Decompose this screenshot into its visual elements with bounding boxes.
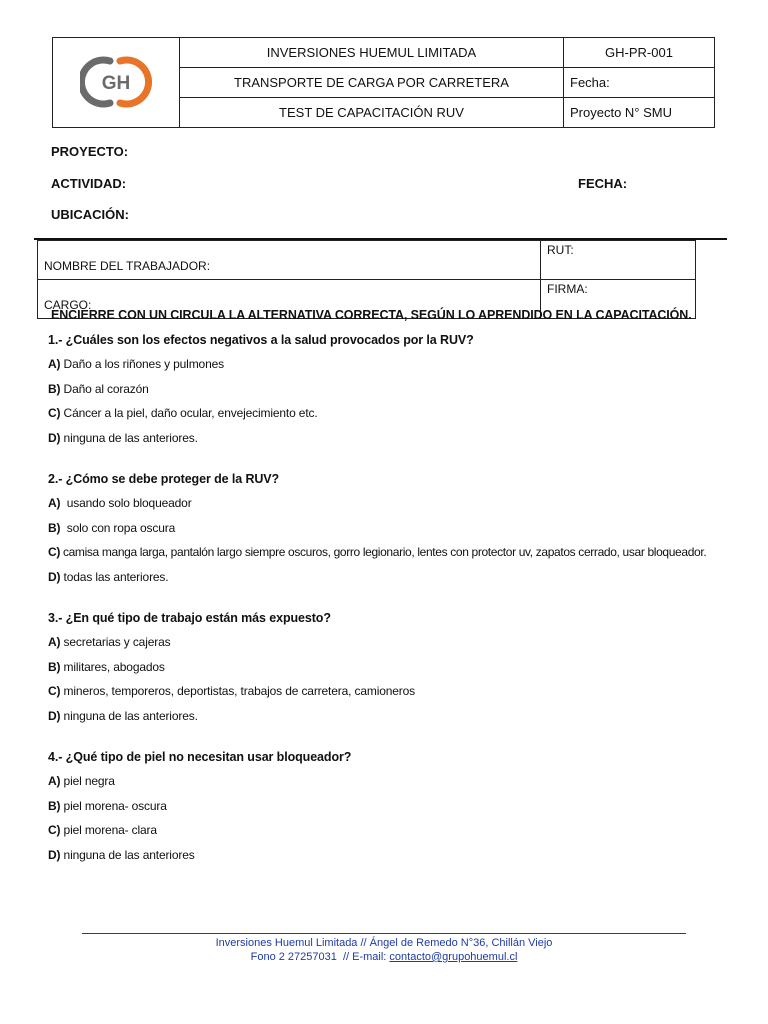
project-number-label: Proyecto N° SMU bbox=[564, 98, 715, 128]
location-label: UBICACIÓN: bbox=[51, 207, 129, 222]
option-text: todas las anteriores. bbox=[60, 570, 169, 584]
option-text: camisa manga larga, pantalón largo siempre oscuros, gorro legionario, lentes con protector uv, zapatos cerrado, usar bloqueador. bbox=[59, 545, 707, 559]
option-text: ninguna de las anteriores. bbox=[60, 709, 198, 723]
option-text: piel negra bbox=[60, 774, 115, 788]
option-letter: C) bbox=[48, 823, 61, 837]
footer-divider bbox=[82, 933, 686, 934]
option-2d[interactable] bbox=[48, 570, 168, 584]
logo-cell bbox=[53, 38, 180, 128]
option-4b[interactable] bbox=[48, 799, 167, 813]
option-4d[interactable] bbox=[48, 848, 195, 862]
option-text: ninguna de las anteriores bbox=[60, 848, 195, 862]
document-subtitle: TRANSPORTE DE CARGA POR CARRETERA bbox=[180, 68, 564, 98]
option-letter: C) bbox=[48, 684, 61, 698]
option-4a[interactable] bbox=[48, 774, 115, 788]
rut-field[interactable]: RUT: bbox=[541, 241, 696, 280]
option-text: Daño al corazón bbox=[60, 382, 149, 396]
instructions: ENCIERRE CON UN CIRCULA LA ALTERNATIVA CORRECTA, SEGÚN LO APRENDIDO EN LA CAPACITACIÓN. bbox=[51, 308, 692, 322]
option-1a[interactable] bbox=[48, 357, 224, 371]
option-text: secretarias y cajeras bbox=[60, 635, 171, 649]
option-letter: D) bbox=[48, 709, 61, 723]
option-text: Daño a los riñones y pulmones bbox=[60, 357, 224, 371]
document-code: GH-PR-001 bbox=[564, 38, 715, 68]
option-1b[interactable] bbox=[48, 382, 149, 396]
option-text: mineros, temporeros, deportistas, trabajos de carretera, camioneros bbox=[60, 684, 416, 698]
option-text: piel morena- clara bbox=[60, 823, 157, 837]
option-3a[interactable] bbox=[48, 635, 170, 649]
option-letter: D) bbox=[48, 848, 61, 862]
option-text: solo con ropa oscura bbox=[60, 521, 176, 535]
project-label: PROYECTO: bbox=[51, 144, 129, 159]
option-text: Cáncer a la piel, daño ocular, envejecimiento etc. bbox=[60, 406, 318, 420]
option-letter: D) bbox=[48, 570, 61, 584]
option-letter: B) bbox=[48, 521, 61, 535]
option-2b[interactable] bbox=[48, 521, 175, 535]
question-3: 3.- ¿En qué tipo de trabajo están más expuesto? bbox=[48, 611, 331, 625]
option-letter: A) bbox=[48, 357, 61, 371]
option-letter: C) bbox=[48, 406, 61, 420]
option-letter: B) bbox=[48, 660, 61, 674]
date-label: Fecha: bbox=[564, 68, 715, 98]
option-letter: B) bbox=[48, 382, 61, 396]
option-letter: D) bbox=[48, 431, 61, 445]
option-text: ninguna de las anteriores. bbox=[60, 431, 198, 445]
question-4: 4.- ¿Qué tipo de piel no necesitan usar bloqueador? bbox=[48, 750, 352, 764]
company-name: INVERSIONES HUEMUL LIMITADA bbox=[180, 38, 564, 68]
option-1d[interactable] bbox=[48, 431, 198, 445]
option-letter: A) bbox=[48, 496, 61, 510]
date-field-label: FECHA: bbox=[578, 176, 628, 191]
option-3b[interactable] bbox=[48, 660, 165, 674]
footer-phone: Fono 2 27257031 // E-mail: bbox=[250, 951, 390, 963]
test-title: TEST DE CAPACITACIÓN RUV bbox=[180, 98, 564, 128]
option-text: piel morena- oscura bbox=[60, 799, 167, 813]
footer-address: Inversiones Huemul Limitada // Ángel de Remedo N°36, Chillán Viejo bbox=[215, 937, 553, 949]
header-table bbox=[52, 37, 715, 128]
footer-email-link[interactable]: contacto@grupohuemul.cl bbox=[389, 951, 518, 963]
option-2a[interactable] bbox=[48, 496, 192, 510]
option-3d[interactable] bbox=[48, 709, 198, 723]
option-text: militares, abogados bbox=[60, 660, 165, 674]
option-2c[interactable] bbox=[48, 545, 706, 559]
worker-name-field[interactable]: NOMBRE DEL TRABAJADOR: bbox=[38, 241, 541, 280]
option-letter: A) bbox=[48, 635, 61, 649]
signature-field[interactable]: FIRMA: bbox=[541, 280, 696, 319]
question-1: 1.- ¿Cuáles son los efectos negativos a la salud provocados por la RUV? bbox=[48, 333, 474, 347]
option-3c[interactable] bbox=[48, 684, 415, 698]
option-letter: A) bbox=[48, 774, 61, 788]
logo-letters: GH bbox=[101, 73, 131, 94]
footer-contact bbox=[0, 951, 768, 963]
option-4c[interactable] bbox=[48, 823, 157, 837]
position-field[interactable]: CARGO: bbox=[38, 280, 541, 319]
option-letter: B) bbox=[48, 799, 61, 813]
option-letter: C) bbox=[48, 545, 60, 559]
option-text: usando solo bloqueador bbox=[60, 496, 192, 510]
question-2: 2.- ¿Cómo se debe proteger de la RUV? bbox=[48, 472, 280, 486]
option-1c[interactable] bbox=[48, 406, 318, 420]
company-logo bbox=[80, 51, 152, 111]
activity-label: ACTIVIDAD: bbox=[51, 176, 127, 191]
